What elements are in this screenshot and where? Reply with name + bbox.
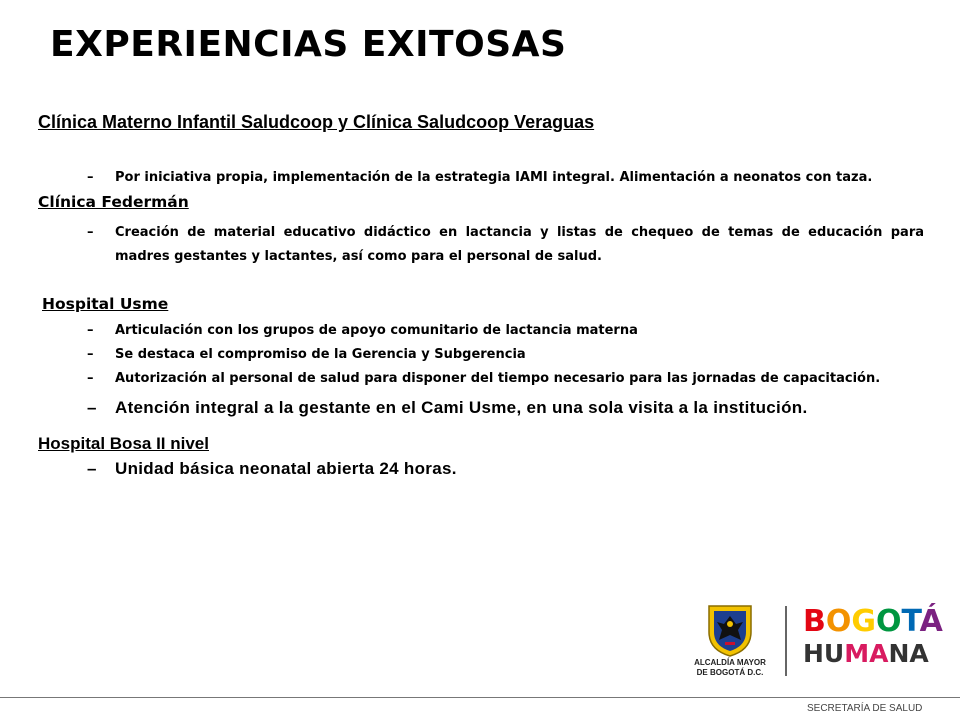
- footer-divider: [0, 697, 960, 698]
- bullet-dash: –: [87, 371, 94, 386]
- page-title: EXPERIENCIAS EXITOSAS: [50, 24, 567, 65]
- list-item-text: Articulación con los grupos de apoyo comunitario de lactancia materna: [115, 323, 638, 338]
- bogota-letter: O: [825, 604, 852, 639]
- logo-divider: [785, 606, 787, 676]
- list-item-text: Por iniciativa propia, implementación de la estrategia IAMI integral. Alimentación a neonatos con taza.: [115, 170, 873, 185]
- bogota-letter: Á: [919, 604, 943, 639]
- list-item: [38, 367, 924, 391]
- list-item: [38, 166, 924, 190]
- content-area: [38, 112, 924, 480]
- list-item: [38, 343, 924, 367]
- footer-label: SECRETARÍA DE SALUD: [807, 703, 923, 714]
- bullet-dash: –: [87, 398, 97, 417]
- bullet-dash: –: [87, 347, 94, 362]
- bogota-letter: O: [876, 604, 902, 639]
- section-heading-bosa: Hospital Bosa II nivel: [38, 434, 209, 453]
- bogota-letter: G: [851, 604, 877, 639]
- bullet-dash: –: [87, 225, 94, 240]
- list-item: [38, 396, 924, 419]
- bogota-letter: B: [803, 604, 826, 639]
- logo-area: [685, 600, 943, 685]
- list-item-text: Unidad básica neonatal abierta 24 horas.: [115, 459, 457, 478]
- bullet-dash: –: [87, 459, 97, 478]
- bullet-dash: –: [87, 170, 94, 185]
- alcaldia-line1: ALCALDÍA MAYOR: [694, 658, 766, 667]
- alcaldia-line2: DE BOGOTÁ D.C.: [696, 668, 764, 677]
- bogota-coat-of-arms-icon: [705, 602, 755, 658]
- list-item-text: Creación de material educativo didáctico en lactancia y listas de chequeo de temas de educación para madres gestantes y lactantes, así como para el personal de salud.: [115, 225, 924, 264]
- humana-hu: HU: [803, 639, 845, 668]
- bogota-letter: T: [901, 604, 920, 639]
- list-item: [38, 319, 924, 343]
- humana-wordmark: [803, 640, 929, 668]
- section-heading-federman: Clínica Federmán: [38, 193, 189, 211]
- section-heading-saludcoop: Clínica Materno Infantil Saludcoop y Clínica Saludcoop Veraguas: [38, 112, 595, 132]
- list-item-text: Se destaca el compromiso de la Gerencia y Subgerencia: [115, 347, 526, 362]
- section-heading-usme: Hospital Usme: [42, 295, 169, 313]
- list-item: [38, 457, 924, 480]
- alcaldia-label: [685, 658, 775, 678]
- list-item-text: Atención integral a la gestante en el Cami Usme, en una sola visita a la institución.: [115, 398, 808, 417]
- bullet-dash: –: [87, 323, 94, 338]
- list-item: [38, 221, 924, 269]
- bogota-wordmark: [803, 606, 943, 638]
- humana-na: NA: [888, 639, 929, 668]
- list-item-text: Autorización al personal de salud para disponer del tiempo necesario para las jornadas de capacitación.: [115, 371, 881, 386]
- humana-ma: MA: [844, 639, 889, 668]
